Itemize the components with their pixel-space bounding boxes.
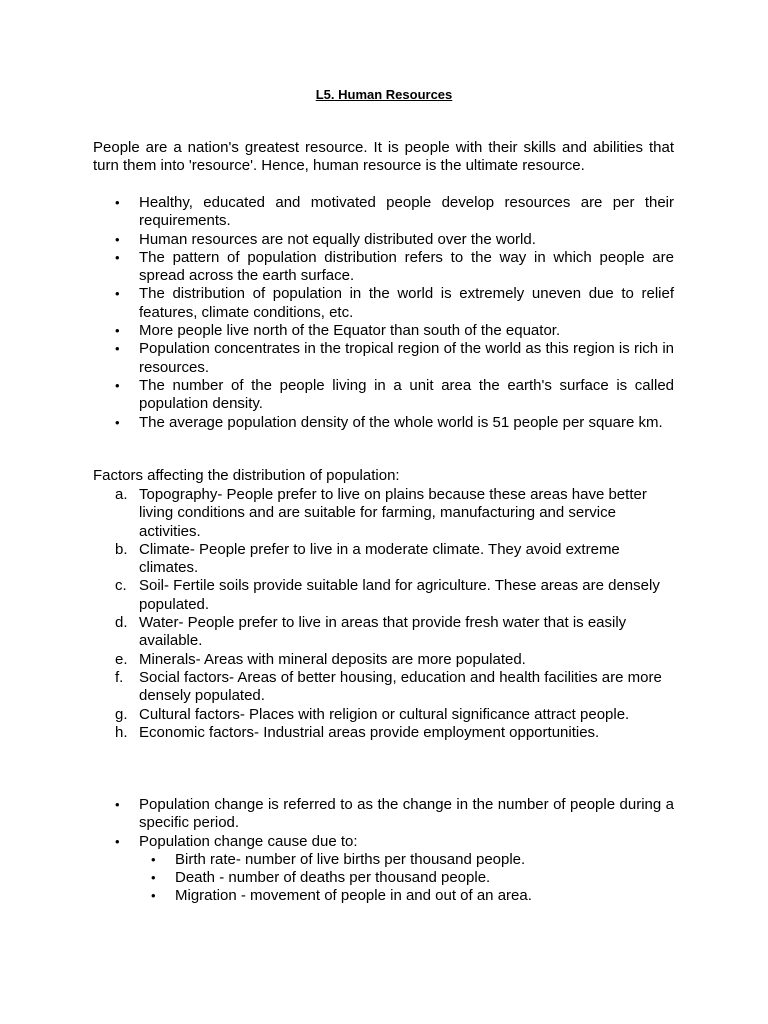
list-item xyxy=(93,541,674,578)
list-item: • Death - number of deaths per thousand people. xyxy=(139,869,674,887)
list-marker: d. xyxy=(115,614,128,632)
list-item-text: Social factors- Areas of better housing, education and health facilities are more densely populated. xyxy=(139,668,662,705)
list-item xyxy=(93,577,674,614)
list-item: • Population concentrates in the tropical region of the world as this region is rich in resources. xyxy=(93,340,674,377)
list-item xyxy=(93,486,674,541)
list-item-text: Economic factors- Industrial areas provide employment opportunities. xyxy=(139,723,600,741)
list-item xyxy=(93,706,674,724)
population-change-causes xyxy=(139,851,674,906)
list-item: • Healthy, educated and motivated people develop resources are per their requirements. xyxy=(93,194,674,231)
list-item: • The pattern of population distribution refers to the way in which people are spread across the earth surface. xyxy=(93,249,674,286)
list-marker: c. xyxy=(115,577,127,595)
list-item: • Human resources are not equally distributed over the world. xyxy=(93,231,674,249)
list-item xyxy=(93,669,674,706)
page-title: L5. Human Resources xyxy=(315,87,453,102)
list-marker: e. xyxy=(115,650,128,668)
intro-paragraph: People are a nation's greatest resource. It is people with their skills and abilities that turn them into 'resource'. Hence, human resource is the ultimate resource. xyxy=(93,139,674,175)
list-marker: h. xyxy=(115,723,128,741)
list-item xyxy=(93,614,674,651)
list-item: • The distribution of population in the world is extremely uneven due to relief features, climate conditions, etc. xyxy=(93,285,674,322)
population-change-list xyxy=(93,796,674,906)
list-item: • Birth rate- number of live births per thousand people. xyxy=(139,851,674,869)
list-item: • More people live north of the Equator than south of the equator. xyxy=(93,322,674,340)
list-item: • The number of the people living in a unit area the earth's surface is called population density. xyxy=(93,377,674,414)
list-marker: a. xyxy=(115,486,128,503)
factors-list xyxy=(93,486,674,742)
list-item: • Population change is referred to as the change in the number of people during a specific period. xyxy=(93,796,674,833)
list-marker: b. xyxy=(115,540,128,558)
list-marker: g. xyxy=(115,705,128,723)
list-item-text: Water- People prefer to live in areas that provide fresh water that is easily available. xyxy=(139,614,627,650)
list-item-text: Topography- People prefer to live on plains because these areas have better living conditions and are suitable for farming, manufacturing and service activities. xyxy=(139,486,647,540)
list-item-text: Cultural factors- Places with religion or cultural significance attract people. xyxy=(139,705,630,723)
list-item xyxy=(93,833,674,906)
list-item xyxy=(93,724,674,742)
list-item-text: Climate- People prefer to live in a moderate climate. They avoid extreme climates. xyxy=(139,540,620,577)
list-marker: f. xyxy=(115,668,124,686)
list-item-text: Minerals- Areas with mineral deposits are more populated. xyxy=(139,650,526,668)
list-item: • Migration - movement of people in and out of an area. xyxy=(139,887,674,905)
list-item xyxy=(93,651,674,669)
list-item: • The average population density of the whole world is 51 people per square km. xyxy=(93,414,674,432)
resource-bullet-list xyxy=(93,194,674,432)
list-item-text: Soil- Fertile soils provide suitable land for agriculture. These areas are densely populated. xyxy=(139,577,660,613)
list-item-text: Population change cause due to: xyxy=(139,832,358,850)
factors-heading: Factors affecting the distribution of population: xyxy=(93,467,400,484)
